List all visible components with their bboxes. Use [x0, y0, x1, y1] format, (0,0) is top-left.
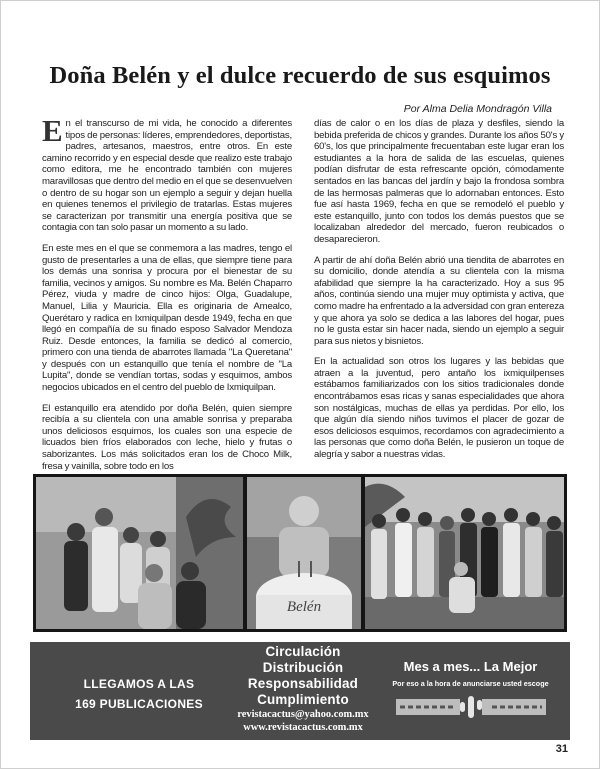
group-photo: [365, 477, 564, 629]
paragraph: [42, 113, 292, 234]
banner-value: Cumplimiento: [257, 692, 349, 707]
article-byline: Por Alma Delia Mondragón Villa: [403, 103, 552, 115]
banner-right-sub: Por eso a la hora de anunciarse usted escoge: [392, 679, 549, 688]
banner-right-heading: Mes a mes... La Mejor: [403, 659, 538, 674]
banner-right: [378, 658, 563, 720]
banner-left-line: LLEGAMOS A LAS: [83, 677, 195, 691]
article-column-right: [314, 118, 564, 470]
article-column-left: [42, 113, 292, 481]
banner-value: Distribución: [262, 660, 344, 675]
paragraph: A partir de ahí doña Belén abrió una tiendita de abarrotes en su domicilio, donde atendía a su clientela con la misma afabilidad que siempre la ha caracterizado. Hoy a sus 95 años, continúa siendo una mujer muy optimista y activa, que como madre ha enfrentado a la adversidad con gran entereza y que ahora ya solo se dedica a las labores del hogar, pues no le gusta estar sin hacer nada, siendo un ejemplo a seguir para sus nietos y bisnietos.: [314, 254, 564, 347]
banner-website[interactable]: www.revistacactus.com.mx: [243, 722, 363, 733]
paragraph: días de calor o en los días de plaza y desfiles, siendo la bebida preferida de chicos y grandes. Durante los años 50's y 60's, los que principalmente frecuentaban este lugar eran los estudiantes a la hora de salida de las escuelas, quienes podían disfrutar de esta refrescante opción, cómodamente sentados en las bancas del jardín y bajo la frondosa sombra de las hermosas palmeras que lo adornaban entonces. Esto fue así hasta 1969, fecha en que se remodeló el pueblo y este estanquillo, junto con todos los demás puestos que se localizaban alrededor del mercado, fueron reubicados o desaparecieron.: [314, 118, 564, 245]
banner-center: [208, 644, 398, 734]
paragraph-text: n el transcurso de mi vida, he conocido a diferentes tipos de personas: líderes, emprendedores, deportistas, padres, artesanos, maestros, entre otros. En este camino recorrido y en especial desde que realizo este trabajo como editora, me he encontrado también con mujeres maravillosas que dentro del medio en el que se desenvuelven o dentro de su hogar son un ejemplo a seguir y dejan huella en quienes tenemos el privilegio de tratarlas. Estas mujeres se caracterizan por transmitir una energía positiva que se contagia con tan solo pasar un momento a su lado.: [42, 118, 292, 234]
banner-email[interactable]: revistacactus@yahoo.com.mx: [237, 709, 369, 720]
photo-strip: [33, 474, 567, 632]
banner-value: Responsabilidad: [247, 676, 359, 691]
banner-left: [58, 674, 220, 714]
cactus-logo-icon: [396, 694, 546, 720]
dropcap: E: [42, 113, 63, 148]
family-photo: [36, 477, 243, 629]
paragraph: El estanquillo era atendido por doña Belén, quien siempre recibía a su clientela con una amable sonrisa y preparaba unos deliciosos esquimos, los cuales son una especie de licuados bien fríos elaborados con leche, hielo y frutas o saborizantes. Los más solicitados eran los de Choco Milk, fresa y vainilla, sobre todo en los: [42, 402, 292, 472]
cake-text: Belén: [286, 599, 322, 615]
article-title: Doña Belén y el dulce recuerdo de sus esquimos: [49, 62, 551, 89]
page-number: 31: [555, 743, 568, 755]
paragraph: En la actualidad son otros los lugares y las bebidas que atraen a la juventud, pero antaño los ixmiquilpenses estábamos familiarizados con los sitios tradicionales donde encontrábamos esas ricas y sanas especialidades que ahora son nostálgicas, muchas de ellas ya perdidas. Por ello, los que algún día siendo niños tuvimos el placer de gozar de esos deliciosos esquimos, recordamos con agradecimiento a las personas que como doña Belén, le pusieron un toque de alegría y sabor a nuestras vidas.: [314, 356, 564, 461]
paragraph: En este mes en el que se conmemora a las madres, tengo el gusto de presentarles a una de ellas, que siempre tiene para los demás una sonrisa y procura por el bienestar de su familia, vecinos y amigos. Su nombre es Ma. Belén Chaparro Pérez, viuda y madre de cinco hijos: Olga, Guadalupe, Manuel, Lilia y Mauricia. Ella es originaria de Amealco, Querétaro y radica en Ixmiquilpan desde 1949, fecha en que llegó en compañía de su finado esposo Salvador Mendoza Ruiz. Desde entonces, la familia se dedicó al comercio, primero con una tienda de abarrotes llamada "La Queretana" y después con un estanquillo que tenía el nombre de "La Lupita", donde se vendían tortas, sodas y esquimos, ambos negocios ubicados en el centro del pueblo de Ixmiquilpan.: [42, 242, 292, 394]
birthday-photo: [247, 477, 361, 629]
banner-value: Circulación: [265, 644, 341, 659]
advertisement-banner: [30, 642, 570, 740]
banner-left-line: 169 PUBLICACIONES: [75, 697, 203, 711]
